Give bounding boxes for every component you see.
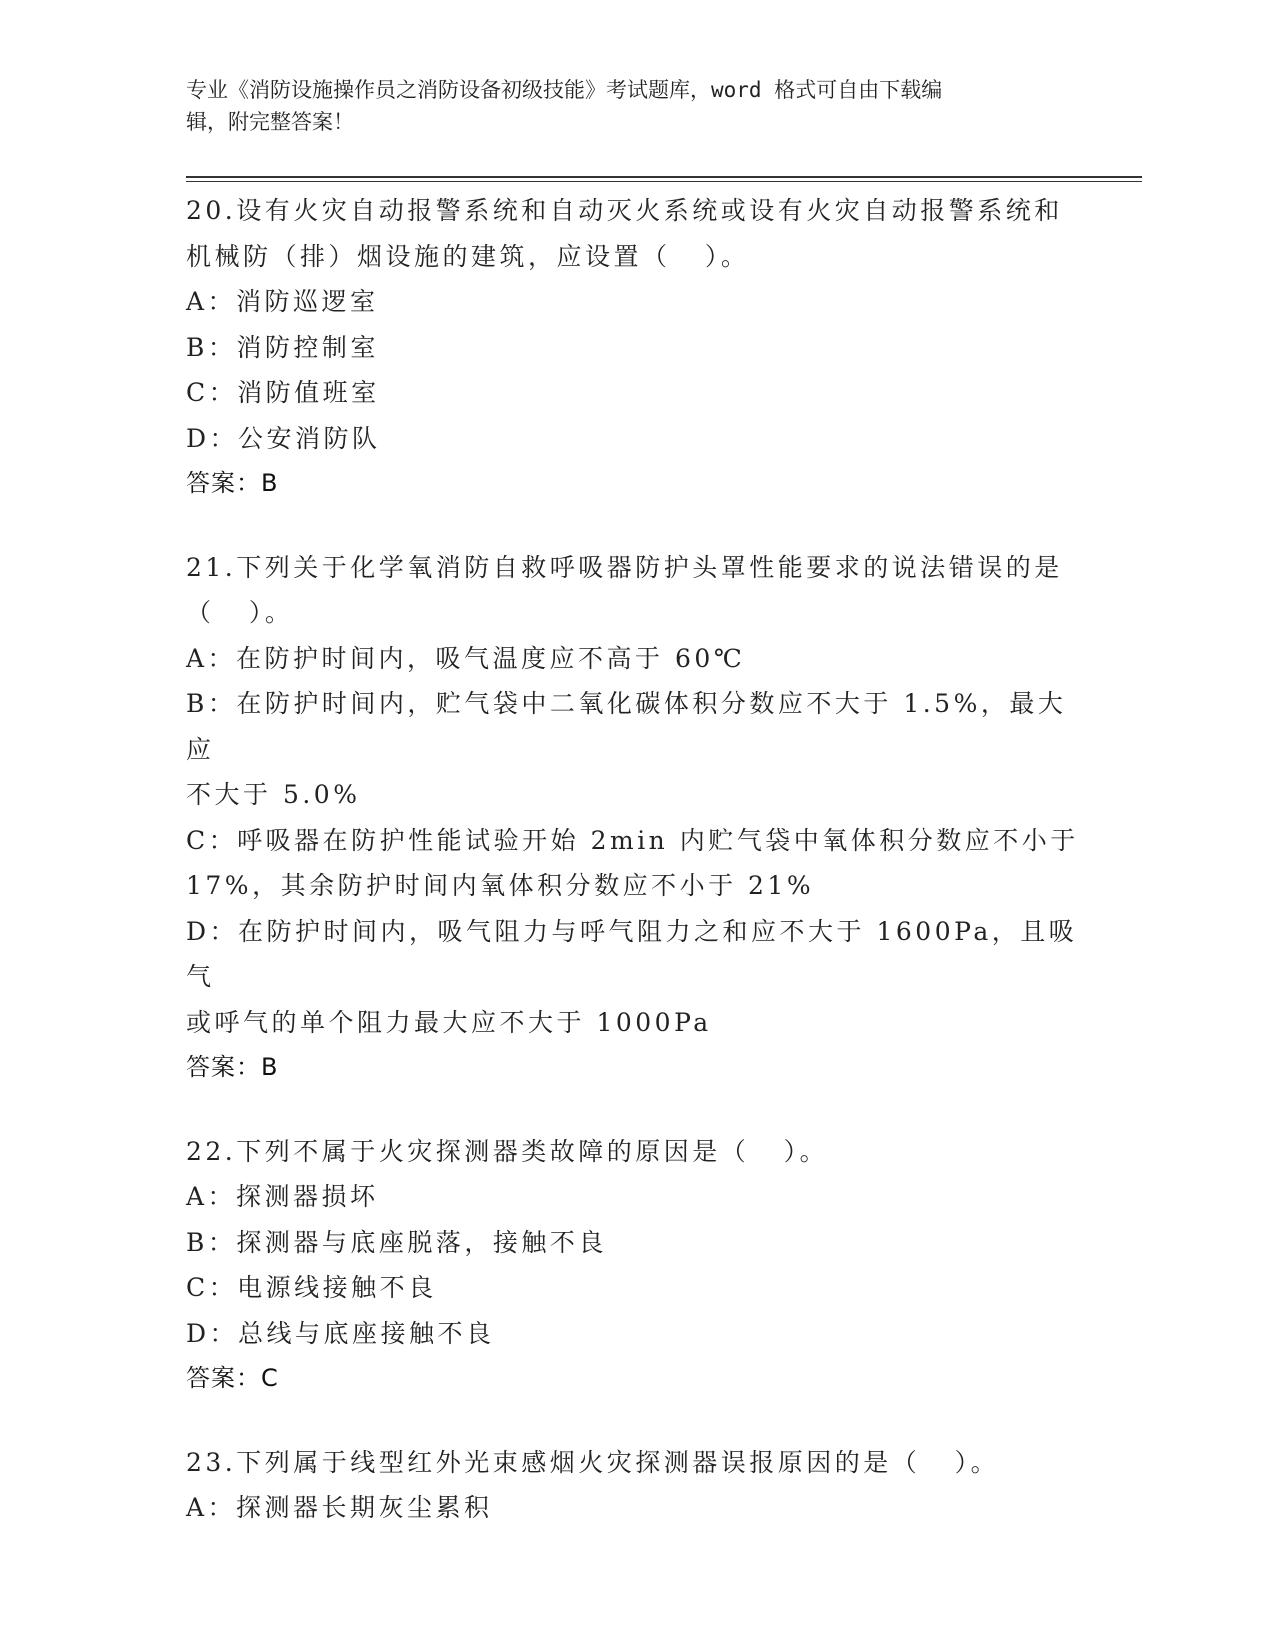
- option-c: C：呼吸器在防护性能试验开始 2min 内贮气袋中氧体积分数应不小于: [186, 825, 1079, 855]
- header-divider: [186, 176, 1142, 178]
- question-stem: 21.下列关于化学氧消防自救呼吸器防护头罩性能要求的说法错误的是: [186, 552, 1063, 582]
- answer-label: 答案：C: [186, 1364, 279, 1392]
- document-header: [186, 74, 1066, 138]
- option-c: C：电源线接触不良: [186, 1273, 437, 1302]
- question-stem: （ ）。: [186, 598, 294, 627]
- option-b: B：在防护时间内，贮气袋中二氧化碳体积分数应不大于 1.5%，最大应: [186, 689, 1067, 764]
- answer-label: 答案：B: [186, 469, 279, 497]
- header-line: 辑，附完整答案！: [186, 110, 354, 134]
- answer-label: 答案：B: [186, 1053, 279, 1081]
- question-21: [186, 545, 1086, 1091]
- question-stem: 22.下列不属于火灾探测器类故障的原因是（ ）。: [186, 1136, 829, 1166]
- question-stem: 23.下列属于线型红外光束感烟火灾探测器误报原因的是（ ）。: [186, 1447, 1000, 1477]
- question-23: [186, 1440, 1086, 1531]
- option-a: A：消防巡逻室: [186, 287, 379, 316]
- option-c-continued: 17%，其余防护时间内氧体积分数应不小于 21%: [186, 871, 815, 900]
- option-a: A：在防护时间内，吸气温度应不高于 60℃: [186, 643, 746, 673]
- option-d: D：在防护时间内，吸气阻力与呼气阻力之和应不大于 1600Pa，且吸气: [186, 916, 1078, 991]
- question-stem: 20.设有火灾自动报警系统和自动灭火系统或设有火灾自动报警系统和: [186, 196, 1063, 225]
- question-22: [186, 1129, 1086, 1402]
- option-b: B：探测器与底座脱落，接触不良: [186, 1227, 607, 1257]
- option-d: D：总线与底座接触不良: [186, 1318, 495, 1348]
- option-d-continued: 或呼气的单个阻力最大应不大于 1000Pa: [186, 1007, 712, 1037]
- option-a: A：探测器损坏: [186, 1182, 379, 1211]
- option-b-continued: 不大于 5.0%: [186, 780, 361, 809]
- question-20: [186, 188, 1086, 507]
- question-stem: 机械防（排）烟设施的建筑，应设置（ ）。: [186, 241, 750, 271]
- option-d: D：公安消防队: [186, 423, 381, 453]
- option-b: B：消防控制室: [186, 332, 379, 362]
- header-line: 专业《消防设施操作员之消防设备初级技能》考试题库，word 格式可自由下载编: [186, 78, 943, 102]
- question-list: [186, 188, 1086, 1569]
- option-c: C：消防值班室: [186, 378, 380, 407]
- header-divider-thin: [186, 181, 1142, 182]
- option-a: A：探测器长期灰尘累积: [186, 1493, 493, 1522]
